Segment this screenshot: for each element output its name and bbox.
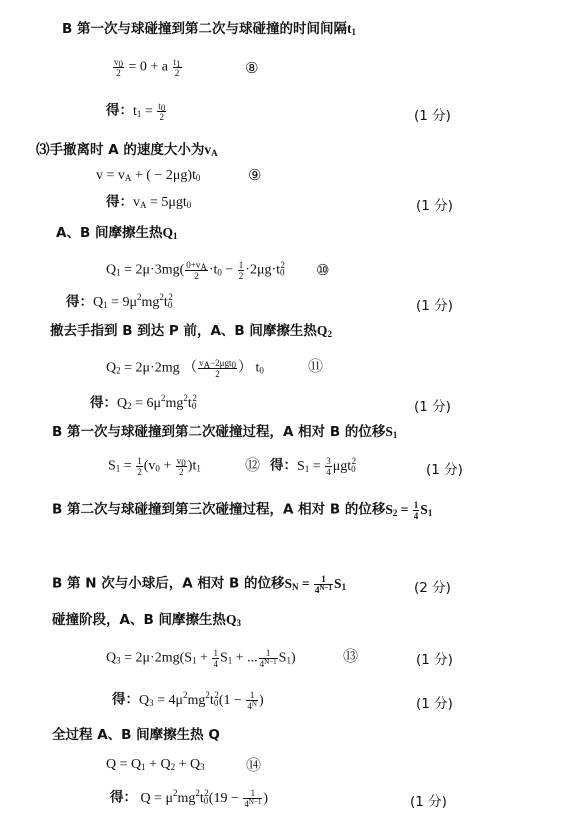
score-q2: (1 分) [414,399,451,415]
result-t1: 得：$t_1$ = $\frac{t_0}{2}$ [106,101,166,122]
equation-13: $Q_3 = 2\mu\cdot 2mg(S_1$ + $\frac{1}{4}$ $S_1$ + ... $\frac{1}{4^{N-1}}$ $S_1$) [106,648,296,669]
score-sn: (2 分) [414,580,451,596]
interval-text: B 第一次与球碰撞到第二次与球碰撞的时间间隔 [62,21,347,37]
result-q1: 得：$Q_1 = 9\mu^2mg^2t_0^2$ [66,292,173,310]
equation-12: $S_1$ = $\frac{1}{2}$ ($v_0$ + $\frac{v_0}{2}$ )$t_1$ [108,456,201,477]
heading-q1: A、B 间摩擦生热$Q_1$ [56,225,178,241]
part-3-heading: ⑶手撤离时 A 的速度大小为$v_A$ [36,142,218,158]
equation-11: $Q_2 = 2\mu\cdot 2mg$ （ $\frac{v_A-2\mu gt_0}{2}$ ） $t_0$ [106,358,264,379]
score-q3-eq: (1 分) [416,652,453,668]
result-s1: 得：$S_1$ = $\frac{3}{4}$ μgt$_0^2$ [270,455,357,477]
result-q-total: 得： $Q = \mu^2mg^2t_0^2(19$ − $\frac{1}{4^{N-1}}$ ) [110,787,269,809]
equation-14-number: ⑭ [246,756,262,774]
equation-8: $\frac{v_0}{2}$ = 0 + a $\frac{t_1}{2}$ [114,57,181,78]
heading-q2: 撤去手指到 B 到达 P 前，A、B 间摩擦生热$Q_2$ [50,323,332,339]
text-line-interval: B 第一次与球碰撞到第二次与球碰撞的时间间隔$t_1$ [62,21,356,37]
equation-12-number: ⑫ [245,456,261,474]
score-q3: (1 分) [416,696,453,712]
equation-10: $Q_1 = 2\mu\cdot 3mg$( $\frac{0+v_A}{2}$ $\cdot t_0$ − $\frac{1}{2}$ $\cdot 2\mu g\cdot t_0^2$ [106,259,286,281]
score-q1: (1 分) [416,298,453,314]
heading-q3: 碰撞阶段，A、B 间摩擦生热$Q_3$ [52,612,241,628]
heading-s2: B 第二次与球碰撞到第三次碰撞过程，A 相对 B 的位移$S_2$ = $\frac{1}{4}$ $S_1$ [52,500,433,521]
result-q2: 得：$Q_2 = 6\mu^2mg^2t_0^2$ [90,393,197,411]
equation-11-number: ⑪ [308,357,324,375]
result-q3: 得：$Q_3 = 4\mu^2mg^2t_0^2(1$ − $\frac{1}{4^N}$ ) [112,689,264,711]
heading-sn: B 第 N 次与小球后，A 相对 B 的位移$S_N$ = $\frac{1}{4^{N-1}}$ $S_1$ [52,574,347,595]
score-s1: (1 分) [426,462,463,478]
result-va: 得：$v_A = 5\mu gt_0$ [106,194,192,210]
equation-9: $v = v_A$ + ( − $2\mu g)t_0$ [96,168,201,183]
score-va: (1 分) [416,198,453,214]
score-q-total: (1 分) [410,794,447,810]
heading-s1: B 第一次与球碰撞到第二次碰撞过程，A 相对 B 的位移$S_1$ [52,424,398,440]
equation-9-number: ⑨ [248,166,262,184]
equation-14: $Q = Q_1 + Q_2 + Q_3$ [106,757,205,772]
heading-total-q: 全过程 A、B 间摩擦生热 Q [52,727,220,743]
equation-13-number: ⑬ [343,647,359,665]
equation-10-number: ⑩ [316,261,330,279]
score-t1: (1 分) [414,108,451,124]
equation-8-number: ⑧ [245,59,259,77]
